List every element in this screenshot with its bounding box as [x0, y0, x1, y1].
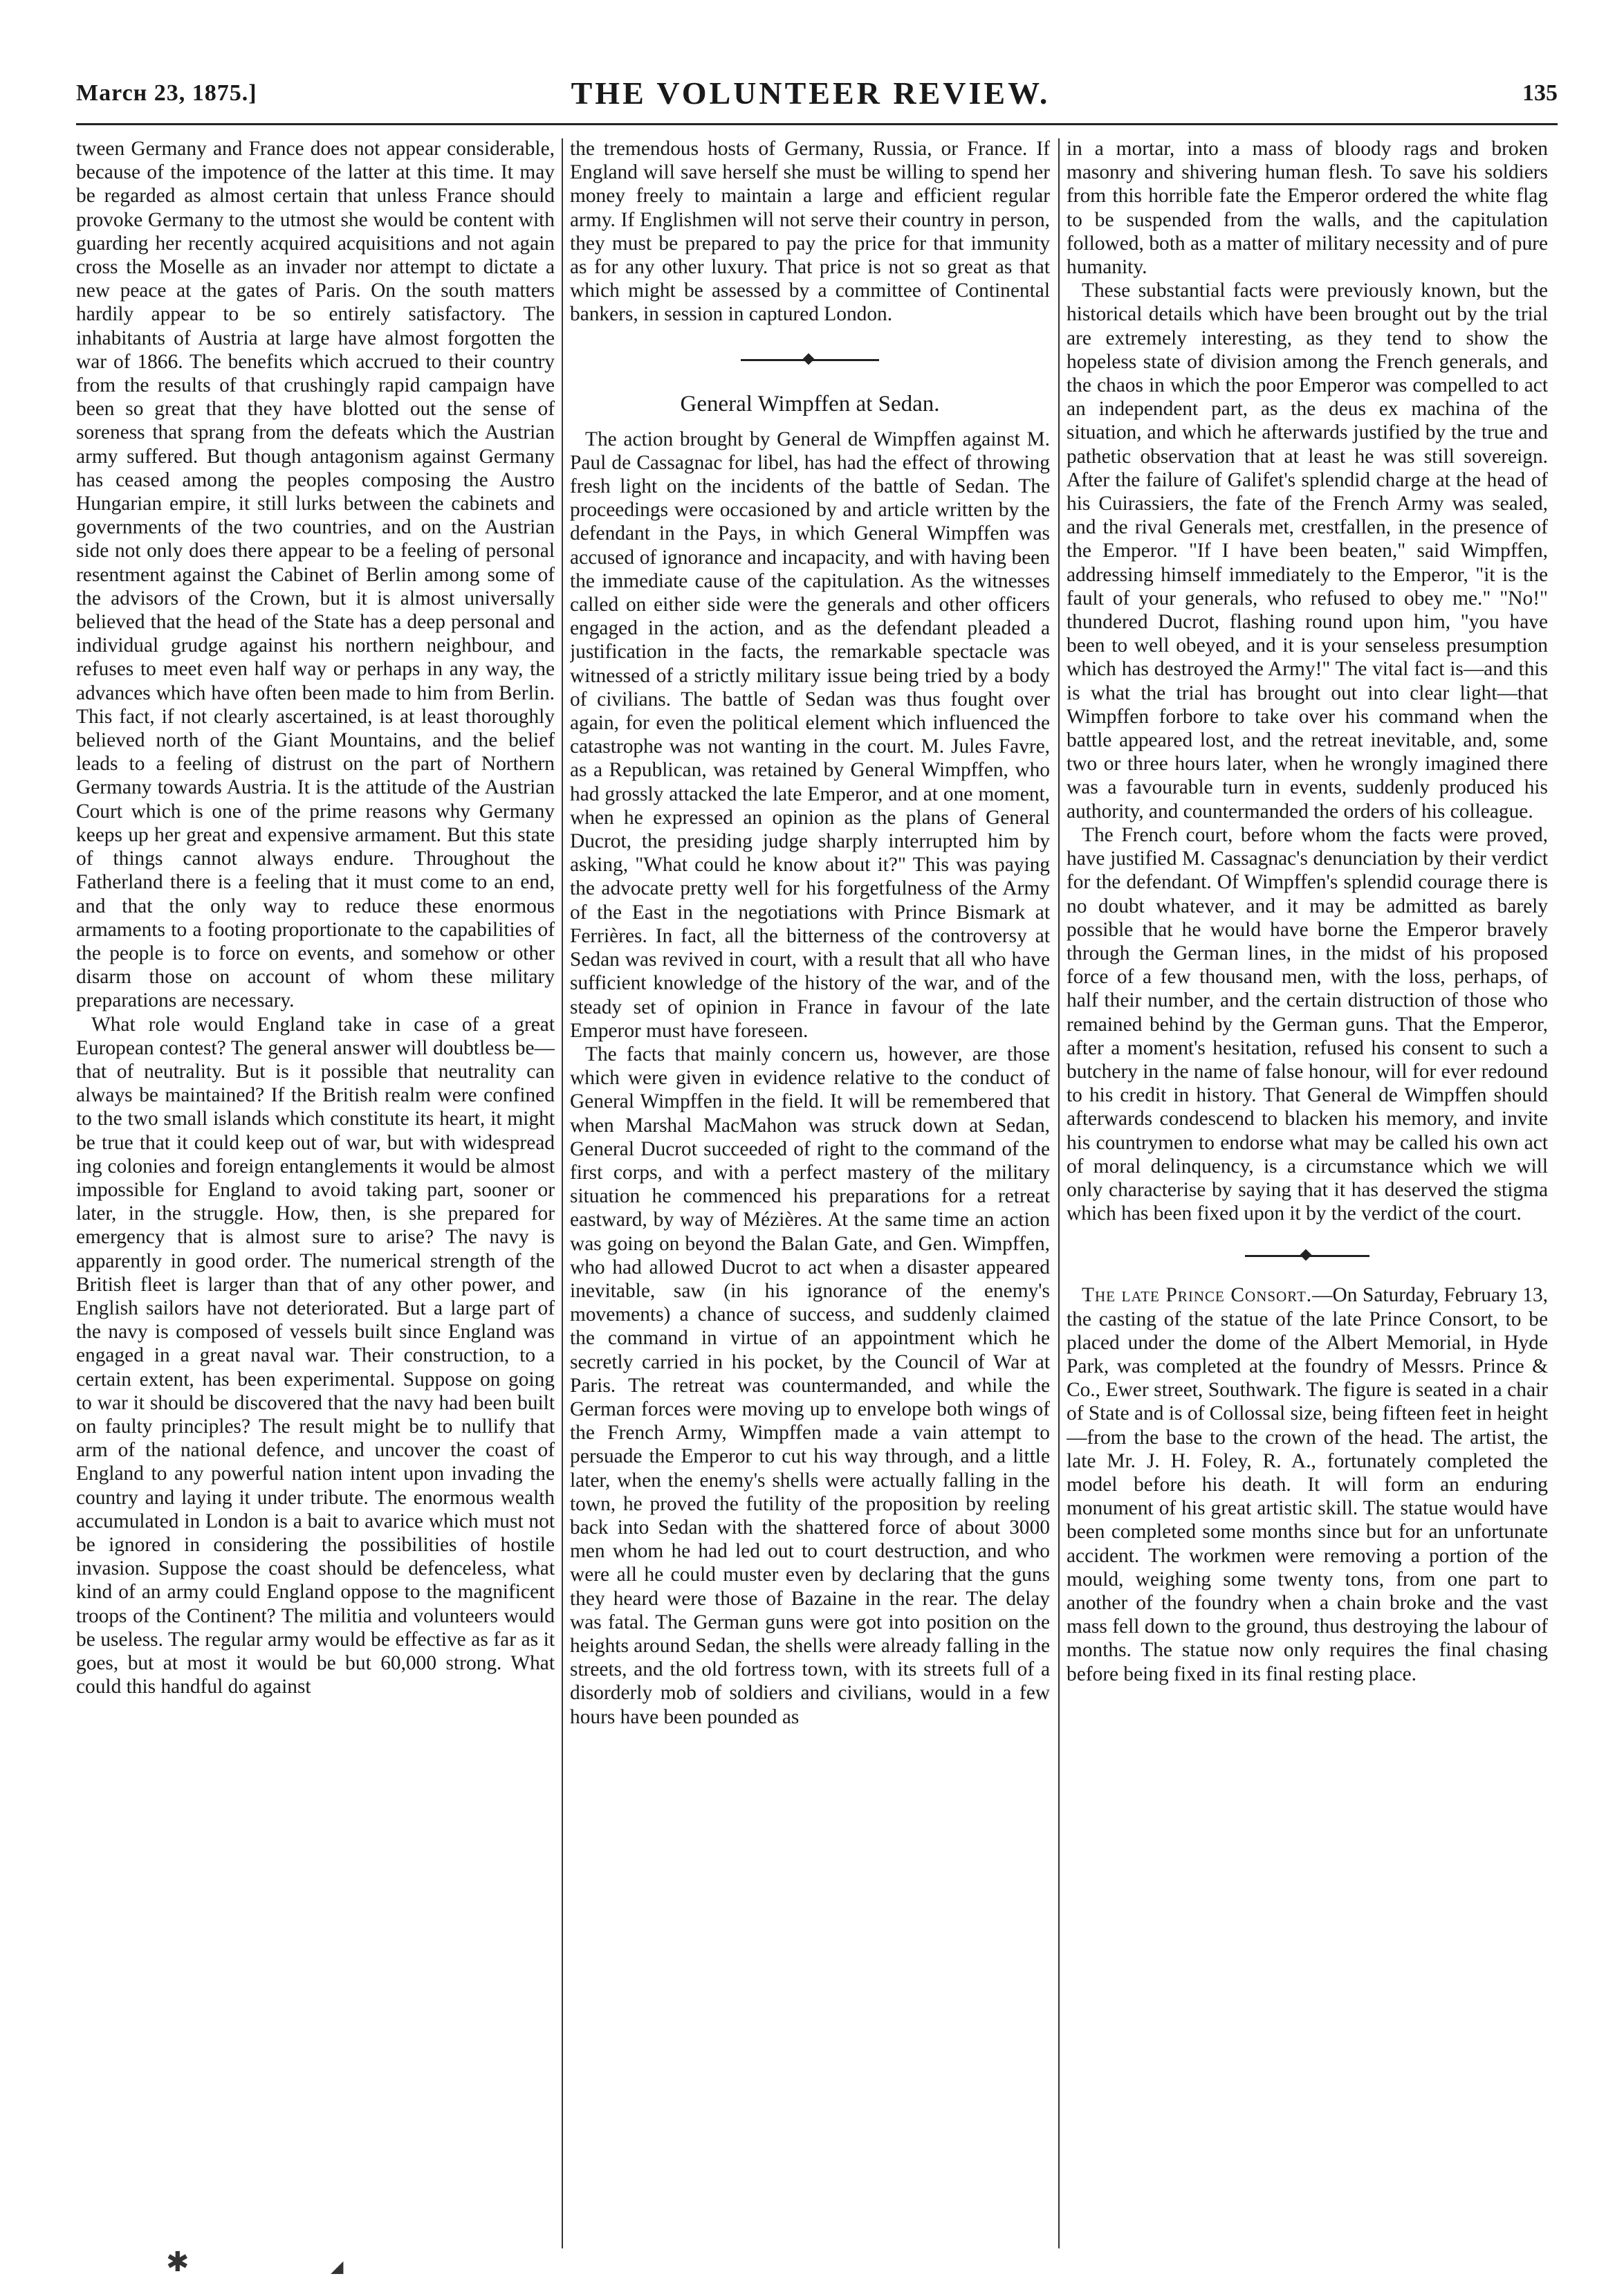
section-separator [1245, 1250, 1369, 1261]
column-1 [76, 137, 555, 2254]
ink-speck-mark: ◢ [331, 2258, 344, 2276]
column-2 [570, 137, 1050, 2254]
body-paragraph: The action brought by General de Wimpffen against M. Paul de Cassagnac for libel, has had the effect of throwing fresh light on the incidents of the battle of Sedan. The proceedings were occasioned by and article written by the defendant in the Pays, in which General Wimpffen was accused of ignorance and incapacity, and with having been the immediate cause of the capitulation. As the witnesses called on either side were the generals and other officers engaged in the action, and as the defendant pleaded a justification in the facts, the remarkable spectacle was witnessed of a strictly military issue being tried by a body of civilians. The battle of Sedan was thus fought over again, for even the political element which influenced the catastrophe was not wanting in the court. M. Jules Favre, as a Republican, was retained by General Wimpffen, who had grossly attacked the late Emperor, and at one moment, when he expressed an opinion as the plans of General Ducrot, the presiding judge sharply interrupted him by asking, "What could he know about it?" This was paying the advocate pretty well for his forgetfulness of the Army of the East in the negotiations with Prince Bismark at Ferrières. In fact, all the bitterness of the controversy at Sedan was revived in court, with a result that all who have sufficient knowledge of the history of the war, and of the steady set of opinion in France in favour of the late Emperor must have foreseen. [570, 428, 1050, 1042]
page-number: 135 [1522, 80, 1558, 106]
section-separator [741, 354, 879, 365]
notice-paragraph [1067, 1283, 1548, 1685]
ink-speck-mark: ✱ [166, 2246, 190, 2277]
header-rule [76, 123, 1558, 125]
body-paragraph: These substantial facts were previously known, but the historical details which have been brought out by the trial are extremely interesting, as they tend to show the hopeless state of division among the French generals, and the chaos in which the poor Emperor was compelled to act an independent part, as the deus ex machina of the situation, and which he afterwards justified by the true and pathetic observation that at least he was still sovereign. After the failure of Galifet's splendid charge at the head of his Cuirassiers, the fate of the French Army was sealed, and the rival Generals met, crestfallen, in the presence of the Emperor. "If I have been beaten," said Wimpffen, addressing himself immediately to the Emperor, "it is the fault of your generals, who refused to obey me." "No!" thundered Ducrot, flashing round upon him, "you have been to well obeyed, and it is your senseless presumption which has destroyed the Army!" The vital fact is—and this is what the trial has brought out into clear light—that Wimpffen forbore to take over his command when the battle appeared lost, and the retreat inevitable, and, some two or three hours later, when he wrongly imagined there was a favourable turn in events, suddenly produced his authority, and countermanded the orders of his colleague. [1067, 279, 1548, 823]
publication-title: THE VOLUNTEER REVIEW. [571, 75, 1051, 111]
notice-lead: The late Prince Consort. [1082, 1284, 1313, 1307]
body-paragraph: The French court, before whom the facts were proved, have justified M. Cassagnac's denunciation by their verdict for the defendant. Of Wimpffen's splendid courage there is no doubt whatever, and it may be admitted as barely possible that he would have borne the Emperor bravely through the German lines, in the midst of his proposed force of a few thousand men, with the loss, perhaps, of half their number, and the certain distruction of those who remained behind by the German guns. That the Emperor, after a moment's hesitation, refused his consent to such a butchery in the name of false honour, will for ever redound to his credit in history. That General de Wimpffen should afterwards condescend to blacken his memory, and invite his countrymen to endorse what may be called his own act of moral delinquency, is a circumstance which we will only characterise by saying that it has deserved the stigma which has been fixed upon it by the verdict of the court. [1067, 823, 1548, 1225]
page-header [64, 68, 1558, 130]
body-paragraph: tween Germany and France does not appear considerable, because of the impotence of the latter at this time. It may be regarded as almost certain that unless France should provoke Germany to the utmost she would be content with guarding her recently acquired acquisitions and not again cross the Moselle as an invader nor attempt to dictate a new peace at the gates of Paris. On the south matters hardily appear to be so entirely satisfactory. The inhabitants of Austria at large have almost forgotten the war of 1866. The benefits which accrued to their country from the results of that crushingly rapid campaign have been so great that they have blotted out the sense of soreness that sprang from the defeats which the Austrian army suffered. But though antagonism against Germany has ceased among the peoples composing the Austro Hungarian empire, it still lurks between the cabinets and governments of the two countries, and on the Austrian side not only does there appear to be a feeling of personal resentment against the Cabinet of Berlin among some of the advisors of the Crown, but it is almost universally believed that the head of the State has a deep personal and individual grudge against his northern neighbour, and refuses to meet even half way or perhaps in any way, the advances which have often been made to him from Berlin. This fact, if not clearly ascertained, is at least thoroughly believed north of the Giant Mountains, and the belief leads to a feeling of distrust on the part of Northern Germany towards Austria. It is the attitude of the Austrian Court which is one of the prime reasons why Germany keeps up her great and expensive armament. But this state of things cannot always endure. Throughout the Fatherland there is a feeling that it must come to an end, and that the only way to reduce these enormous armaments to a footing proportionate to the capabilities of the people is to force on events, and somehow or other disarm those on account of whom these military preparations are necessary. [76, 138, 555, 1012]
column-3 [1067, 137, 1548, 2254]
column-divider [562, 138, 563, 2248]
column-divider [1058, 138, 1060, 2248]
notice-body: —On Saturday, February 13, the casting of the statue of the late Prince Consort, to be placed under the dome of the Albert Memorial, in Hyde Park, was completed at the foundry of Messrs. Prince & Co., Ewer street, Southwark. The figure is seated in a chair of State and is of Collossal size, being fifteen feet in height—from the base to the crown of the head. The artist, the late Mr. J. H. Foley, R. A., fortunately completed the model before his death. It will form an enduring monument of his great artistic skill. The statue would have been completed some months since but for an unfortunate accident. The workmen were removing a portion of the mould, weighing some twenty tons, from one part to another of the foundry when a chain broke and the vast mass fell down to the ground, thus destroying the labour of months. The statue now only requires the final chasing before being fixed in its final resting place. [1067, 1284, 1548, 1685]
body-paragraph: What role would England take in case of a great European contest? The general answer will doubtless be—that of neutrality. But is it possible that neutrality can always be maintained? If the British realm were confined to the two small islands which constitute its heart, it might be true that it could keep out of war, but with widespread ing colonies and foreign entanglements it would be almost impossible for England to avoid taking part, sooner or later, in the struggle. How, then, is she prepared for emergency that is almost sure to arise? The navy is apparently in good order. The numerical strength of the British fleet is larger than that of any other power, and English sailors have not deteriorated. But a large part of the navy is composed of vessels built since England was engaged in a great naval war. Their construction, to a certain extent, has been experimental. Suppose on going to war it should be discovered that the navy had been built on faulty principles? The result might be to nullify that arm of the national defence, and uncover the coast of England to any powerful nation intent upon invading the country and laying it under tribute. The enormous wealth accumulated in London is a bait to avarice which must not be ignored in considering the possibilities of hostile invasion. Suppose the coast should be defenceless, what kind of an army could England oppose to the magnificent troops of the Continent? The militia and volunteers would be useless. The regular army would be effective as far as it goes, but at most it would be but 60,000 strong. What could this handful do against [76, 1013, 555, 1698]
body-paragraph: in a mortar, into a mass of bloody rags and broken masonry and shivering human flesh. To save his soldiers from this horrible fate the Emperor ordered the white flag to be suspended from the walls, and the capitulation followed, both as a matter of military necessity and of pure humanity. [1067, 138, 1548, 279]
body-paragraph: The facts that mainly concern us, however, are those which were given in evidence relative to the conduct of General Wimpffen in the field. It will be remembered that when Marshal MacMahon was struck down at Sedan, General Ducrot succeeded of right to the command of the first corps, and with a perfect mastery of the military situation he commenced his preparations for a retreat eastward, by way of Mézières. At the same time an action was going on beyond the Balan Gate, and Gen. Wimpffen, who had allowed Ducrot to act when a disaster appeared inevitable, saw (in his ignorance of the enemy's movements) a chance of success, and suddenly claimed the command in virtue of an appointment which he secretly carried in his pocket, by the Council of War at Paris. The retreat was countermanded, and while the German forces were moving up to envelope both wings of the French Army, Wimpffen made a vain attempt to persuade the Emperor to cut his way through, and a little later, when the enemy's shells were actually falling in the town, he proved the futility of the proposition by reeling back into Sedan with the shattered force of about 3000 men whom he had led out to court destruction, and who were all he could muster even by declaring that the guns they heard were those of Bazaine in the rear. The delay was fatal. The German guns were got into position on the heights around Sedan, the shells were already falling in the streets, and the old fortress town, with its streets full of a disorderly mob of soldiers and civilians, would in a few hours have been pounded as [570, 1043, 1050, 1728]
article-headline: General Wimpffen at Sedan. [680, 391, 940, 416]
body-paragraph: the tremendous hosts of Germany, Russia, or France. If England will save herself she must be willing to spend her money freely to maintain a large and efficient regular army. If Englishmen will not serve their country in person, they must be prepared to pay the price for that immunity as for any other luxury. That price is not so great as that which might be assessed by a committee of Continental bankers, in session in captured London. [570, 138, 1050, 326]
issue-date: Marcн 23, 1875.] [76, 80, 257, 106]
